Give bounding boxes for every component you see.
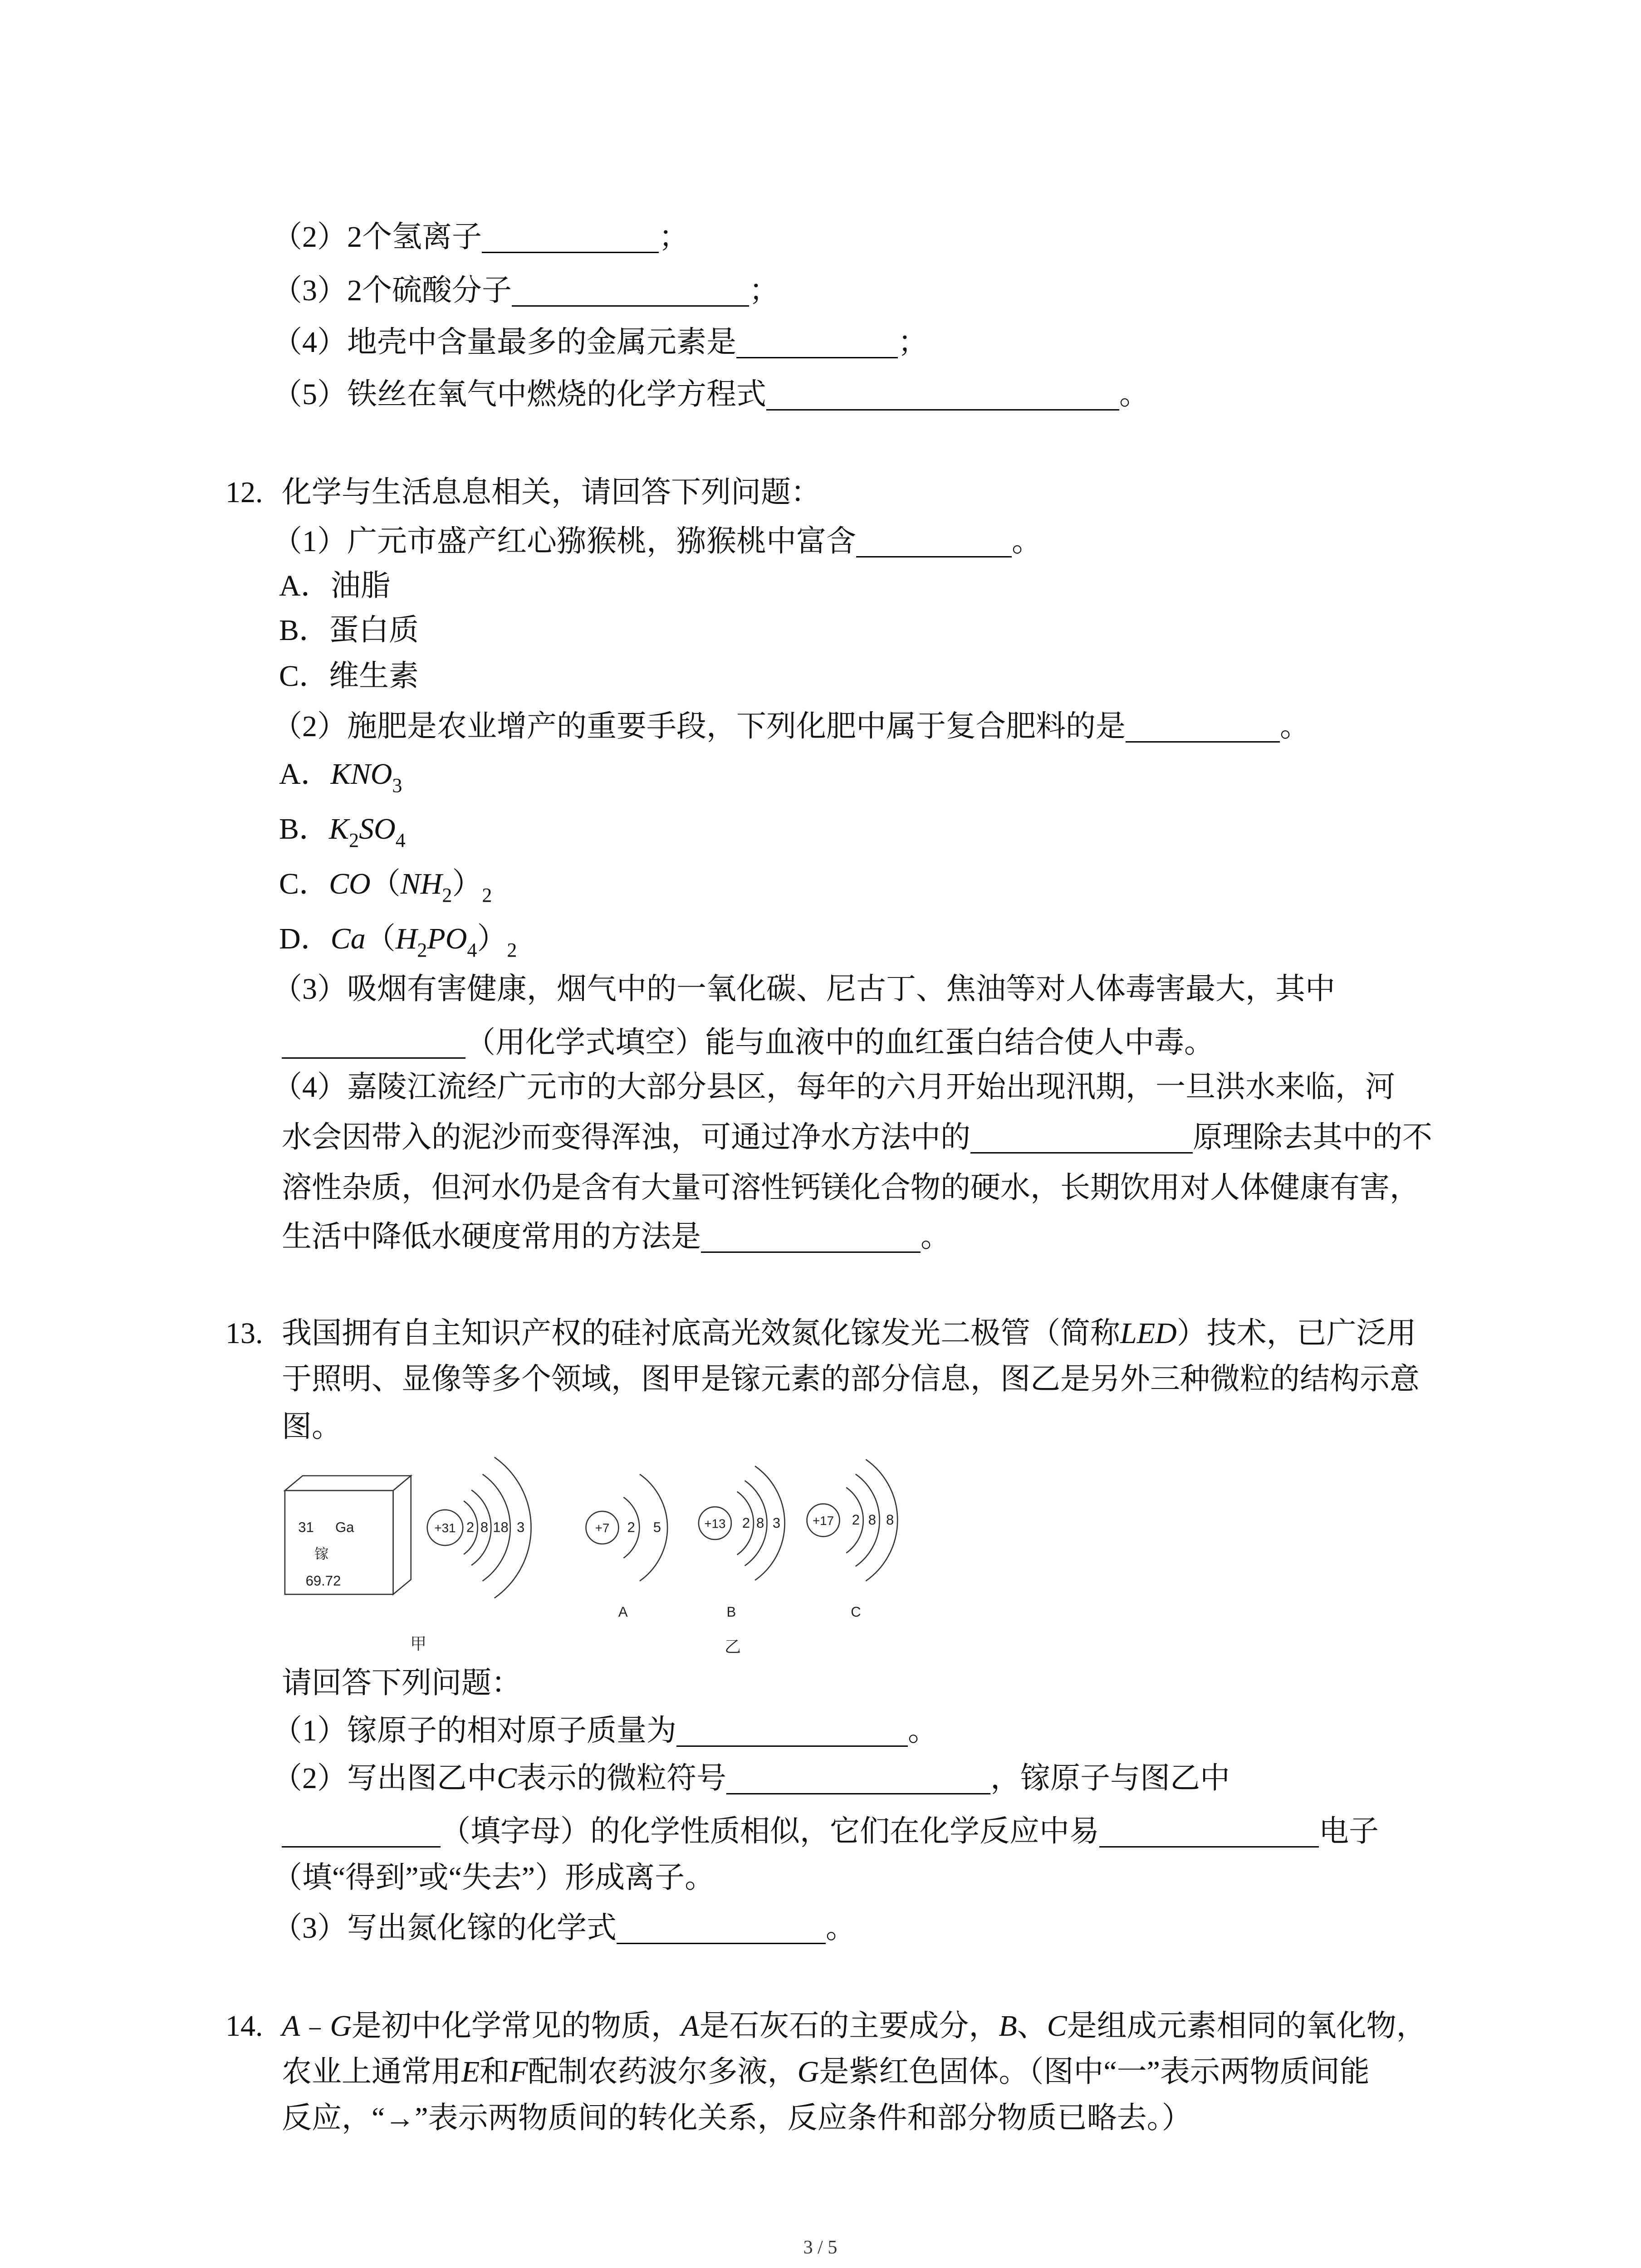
- q11-item-4-text: （4）地壳中含量最多的金属元素是: [272, 326, 736, 359]
- answer-blank: [1126, 711, 1280, 743]
- answer-blank: [617, 1913, 826, 1944]
- q14-text: 农业上通常用: [282, 2055, 461, 2088]
- shell-electron-count: 2: [852, 1512, 860, 1528]
- q13-stem-text: 我国拥有自主知识产权的硅衬底高光效氮化镓发光二极管（简称: [282, 1317, 1120, 1350]
- q14-letter: B: [999, 2009, 1017, 2043]
- q11-item-5-end: 。: [1119, 378, 1149, 411]
- answer-blank: [1099, 1816, 1319, 1848]
- formula-subscript: 2: [349, 829, 359, 851]
- q14-text: 和: [480, 2055, 510, 2088]
- answer-blank: [856, 526, 1012, 557]
- answer-blank: [512, 275, 749, 307]
- element-card-side-face: [393, 1476, 411, 1594]
- particle-b-structure: [699, 1466, 785, 1620]
- q13-part-1-end: 。: [908, 1714, 938, 1747]
- q12-part-1-option-b: B．蛋白质: [279, 614, 419, 647]
- q13-number: 13.: [225, 1317, 263, 1350]
- answer-blank: [726, 1763, 990, 1794]
- q11-item-3-end: ；: [749, 274, 779, 307]
- q11-item-3-text: （3）2个硫酸分子: [272, 274, 512, 307]
- formula-subscript: 2: [442, 884, 452, 906]
- q12-part-1: [272, 521, 1042, 562]
- q13-stem-led: LED: [1120, 1317, 1177, 1350]
- q13-part-2-text: （2）写出图乙中: [272, 1762, 497, 1795]
- q11-item-5-text: （5）铁丝在氧气中燃烧的化学方程式: [272, 378, 766, 411]
- q12-part-2-option-b: [279, 809, 406, 850]
- formula-part: H: [395, 922, 417, 955]
- q12-part-1-end: 。: [1012, 525, 1042, 558]
- q13-part-3-text: （3）写出氮化镓的化学式: [272, 1911, 617, 1945]
- q12-part-4-line-1: （4）嘉陵江流经广元市的大部分县区，每年的六月开始出现汛期，一旦洪水来临，河: [272, 1070, 1395, 1104]
- q13-part-2-text: （填字母）的化学性质相似，它们在化学反应中易: [441, 1815, 1099, 1848]
- particle-label: B: [726, 1603, 736, 1620]
- q14-letter: G: [797, 2055, 819, 2088]
- q12-part-1-text: （1）广元市盛产红心猕猴桃，猕猴桃中富含: [272, 525, 856, 558]
- option-letter: B．: [279, 812, 329, 846]
- answer-blank: [736, 327, 898, 358]
- formula-subscript: 2: [482, 884, 492, 906]
- formula-part: K: [329, 812, 349, 846]
- q12-part-2-end: 。: [1280, 710, 1310, 743]
- formula-bracket: ）: [452, 867, 482, 900]
- nucleus-charge: +31: [434, 1521, 456, 1535]
- page-number: 3 / 5: [803, 2237, 838, 2258]
- formula-part: KNO: [330, 758, 392, 791]
- nucleus-charge: +13: [704, 1516, 726, 1531]
- q11-item-2: [272, 217, 689, 258]
- particle-label: C: [851, 1603, 861, 1620]
- particle-a-structure: [586, 1474, 667, 1620]
- element-card-top-face: [285, 1476, 411, 1491]
- particle-c-structure: [807, 1459, 898, 1620]
- q12-number: 12.: [225, 476, 263, 509]
- formula-subscript: 4: [395, 829, 406, 851]
- q13-part-2-text: ，镓原子与图乙中: [990, 1762, 1230, 1795]
- q12-part-1-option-c: C．维生素: [279, 660, 419, 693]
- formula-part: CO: [329, 867, 371, 900]
- q13-part-3-end: 。: [826, 1911, 856, 1945]
- q11-item-2-text: （2）2个氢离子: [272, 220, 482, 254]
- q14-number: 14.: [225, 2009, 263, 2043]
- q12-part-2-option-d: [279, 919, 517, 959]
- shell-electron-count: 8: [756, 1515, 764, 1531]
- q14-letter: F: [509, 2055, 528, 2088]
- option-letter: C．: [279, 867, 329, 900]
- q14-text: 是组成元素相同的氧化物，: [1067, 2009, 1426, 2043]
- q12-part-2: [272, 706, 1310, 747]
- shell-electron-count: 2: [466, 1519, 475, 1535]
- q13-part-2-text: 电子: [1319, 1815, 1379, 1848]
- q14-text: 是紫红色固体。（图中“一”表示两物质间能: [819, 2055, 1370, 2088]
- formula-part: SO: [359, 812, 396, 846]
- q14-stem-line-2: [282, 2052, 1370, 2092]
- q12-part-4-line-4-after: 。: [921, 1220, 950, 1253]
- answer-blank: [282, 1027, 465, 1059]
- q14-letter: E: [461, 2055, 480, 2088]
- q12-part-4-line-4-before: 生活中降低水硬度常用的方法是: [282, 1220, 701, 1253]
- formula-bracket: （: [365, 922, 396, 955]
- q13-part-1-text: （1）镓原子的相对原子质量为: [272, 1714, 676, 1747]
- figure-caption-yi: 乙: [725, 1637, 741, 1656]
- shell-electron-count: 8: [868, 1512, 877, 1528]
- shell-electron-count: 3: [517, 1519, 525, 1535]
- q14-stem-line-1: [282, 2006, 1426, 2047]
- figure-caption-jia: 甲: [410, 1634, 427, 1653]
- formula-part: Ca: [330, 922, 366, 955]
- q13-stem-text: ）技术，已广泛用: [1176, 1317, 1416, 1350]
- q14-stem-line-3: 反应，“→”表示两物质间的转化关系，反应条件和部分物质已略去。）: [282, 2102, 1192, 2135]
- formula-part: PO: [427, 922, 467, 955]
- formula-subscript: 2: [507, 939, 517, 961]
- formula-subscript: 4: [467, 939, 477, 961]
- q13-part-2-line-1: [272, 1758, 1230, 1799]
- formula-bracket: （: [370, 867, 401, 900]
- element-name: 镓: [314, 1546, 329, 1562]
- answer-blank: [676, 1716, 908, 1747]
- q12-part-4-line-4: [282, 1217, 950, 1257]
- q12-part-2-text: （2）施肥是农业增产的重要手段，下列化肥中属于复合肥料的是: [272, 710, 1126, 743]
- q13-part-3: [272, 1908, 856, 1949]
- answer-blank: [701, 1222, 921, 1253]
- q14-text: 是初中化学常见的物质，: [352, 2009, 681, 2043]
- q13-stem-line-3: 图。: [282, 1410, 342, 1443]
- option-letter: A．: [279, 758, 331, 791]
- formula-subscript: 2: [417, 939, 427, 961]
- shell-electron-count: 5: [653, 1519, 661, 1535]
- nucleus-charge: +7: [595, 1521, 610, 1535]
- element-atomic-mass: 69.72: [305, 1573, 341, 1589]
- q12-stem: 化学与生活息息相关，请回答下列问题：: [282, 476, 821, 509]
- answer-blank: [766, 379, 1119, 411]
- answer-blank: [482, 222, 659, 253]
- q11-item-4-end: ；: [898, 326, 928, 359]
- nucleus-charge: +17: [812, 1513, 834, 1528]
- q14-letter: C: [1047, 2009, 1067, 2043]
- q14-text: 、: [1017, 2009, 1047, 2043]
- q12-part-3-line-2-text: （用化学式填空）能与血液中的血红蛋白结合使人中毒。: [465, 1026, 1214, 1059]
- q13-stem-line-2: 于照明、显像等多个领域，图甲是镓元素的部分信息，图乙是另外三种微粒的结构示意: [282, 1363, 1420, 1396]
- q13-part-1: [272, 1711, 938, 1751]
- shell-electron-count: 3: [772, 1515, 781, 1531]
- q11-item-2-end: ；: [659, 220, 689, 254]
- q12-part-4-line-2: [282, 1117, 1432, 1158]
- q13-part-2-line-3: （填“得到”或“失去”）形成离子。: [272, 1861, 715, 1894]
- option-letter: D．: [279, 922, 331, 955]
- q12-part-4-line-2-before: 水会因带入的泥沙而变得浑浊，可通过净水方法中的: [282, 1121, 970, 1154]
- q13-part-2-text: 表示的微粒符号: [517, 1762, 727, 1795]
- answer-blank: [282, 1816, 441, 1848]
- q11-item-3: [272, 270, 779, 311]
- element-symbol: Ga: [335, 1519, 354, 1535]
- q12-part-3-line-1: （3）吸烟有害健康，烟气中的一氧化碳、尼古丁、焦油等对人体毒害最大，其中: [272, 973, 1335, 1006]
- q14-text: 配制农药波尔多液，: [528, 2055, 798, 2088]
- gallium-atom-structure: [427, 1457, 531, 1598]
- answer-blank: [970, 1122, 1193, 1154]
- q14-text: ﹣: [300, 2009, 330, 2043]
- q11-item-5: [272, 374, 1149, 415]
- q12-part-4-line-2-after: 原理除去其中的不: [1193, 1121, 1432, 1154]
- q14-letter: A: [282, 2009, 300, 2043]
- q14-letter: A: [681, 2009, 700, 2043]
- element-card-gallium: [285, 1476, 411, 1594]
- q12-part-2-option-a: [279, 754, 402, 795]
- q12-part-3-line-2: [282, 1022, 1214, 1063]
- q12-part-1-option-a: A．油脂: [279, 569, 391, 602]
- particle-label: A: [618, 1603, 628, 1620]
- formula-subscript: 3: [392, 774, 402, 797]
- q14-letter: G: [330, 2009, 352, 2043]
- q13-prompt: 请回答下列问题：: [282, 1667, 521, 1700]
- shell-electron-count: 2: [627, 1519, 635, 1535]
- q14-text: 是石灰石的主要成分，: [699, 2009, 999, 2043]
- q11-item-4: [272, 322, 928, 363]
- q13-part-2-line-2: [282, 1811, 1379, 1852]
- q13-figure: [274, 1446, 920, 1661]
- shell-electron-count: 8: [480, 1519, 489, 1535]
- q13-stem-line-1: [282, 1313, 1416, 1354]
- shell-electron-count: 2: [742, 1515, 750, 1531]
- formula-bracket: ）: [477, 922, 507, 955]
- shell-electron-count: 8: [886, 1512, 894, 1528]
- element-atomic-number: 31: [298, 1519, 314, 1535]
- shell-electron-count: 18: [493, 1519, 509, 1535]
- q12-part-2-option-c: [279, 864, 492, 904]
- q13-part-2-letter-c: C: [497, 1762, 517, 1795]
- q12-part-4-line-3: 溶性杂质，但河水仍是含有大量可溶性钙镁化合物的硬水，长期饮用对人体健康有害，: [282, 1171, 1420, 1204]
- formula-part: NH: [400, 867, 442, 900]
